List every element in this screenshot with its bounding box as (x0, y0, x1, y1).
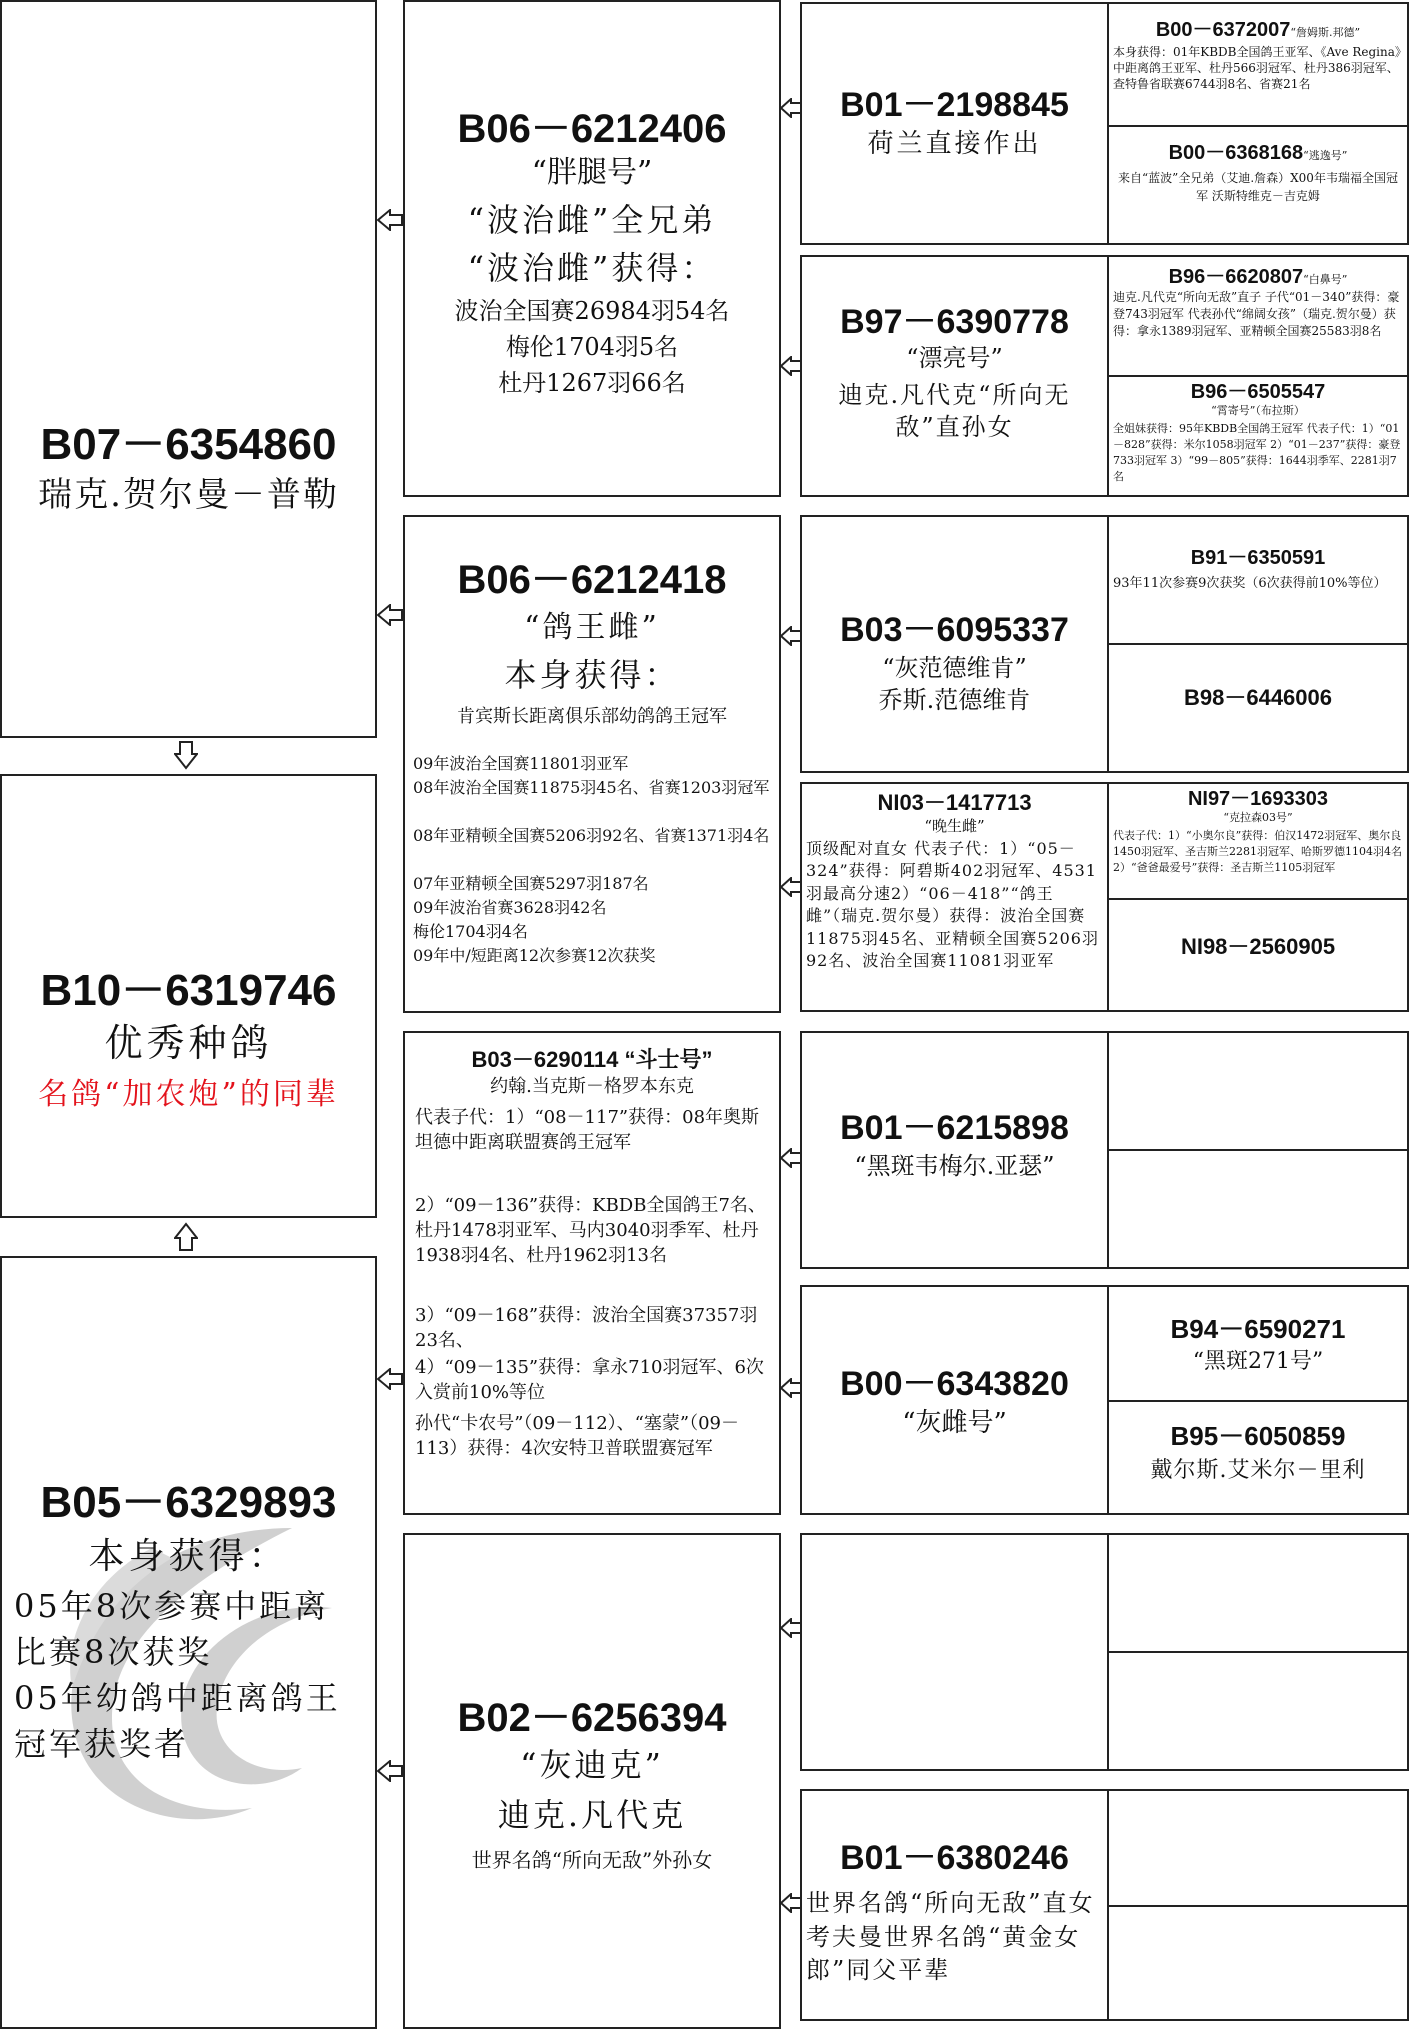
ddd-code: B01－6380246 (840, 1839, 1069, 1877)
left-arrow-icon (779, 877, 803, 897)
ss-line: “胖腿号” (531, 155, 653, 190)
left-arrow-icon (376, 604, 404, 626)
g4-c2-code: B98－6446006 (1183, 685, 1332, 710)
g4-a1-code: B00－6372007 (1155, 19, 1291, 41)
dss-name: “黑斑韦梅尔.亚瑟” (854, 1152, 1055, 1180)
g4-b1-box (1107, 255, 1409, 377)
left-arrow-icon (779, 1618, 803, 1638)
g4-d1-box (1107, 782, 1409, 900)
ssd-code: B97－6390778 (840, 303, 1069, 341)
dsd-box (800, 1285, 1109, 1515)
left-arrow-icon (779, 1148, 803, 1168)
g4-h2-box (1107, 1905, 1409, 2021)
g4-f2-breeder: 戴尔斯.艾米尔－里利 (1150, 1458, 1366, 1483)
g4-a2-box (1107, 125, 1409, 245)
g4-a1-name: “詹姆斯.邦德” (1290, 26, 1361, 39)
sire-box (0, 0, 377, 738)
down-arrow-icon (174, 740, 198, 770)
sss-code: B01－2198845 (840, 86, 1069, 124)
sd-box (403, 515, 781, 1013)
left-arrow-icon (779, 356, 803, 376)
up-arrow-icon (174, 1222, 198, 1252)
sd-line: 本身获得： (504, 656, 680, 694)
main-name: 优秀种鸽 (104, 1021, 273, 1065)
g4-f1-code: B94－6590271 (1170, 1314, 1346, 1344)
dsd-name: “灰雌号” (902, 1408, 1007, 1438)
g4-c1-code: B91－6350591 (1190, 547, 1326, 569)
left-arrow-icon (376, 1368, 404, 1390)
g4-a2-name: “逃逸号” (1303, 149, 1348, 162)
g4-d1-name: “克拉森03号” (1223, 811, 1293, 824)
dam-achieve-line: 05年幼鸽中距离鸽王 (14, 1679, 341, 1717)
sdd-box (800, 782, 1109, 1012)
g4-g2-box (1107, 1651, 1409, 1771)
sd-code: B06－6212418 (457, 558, 727, 602)
sd-result: 08年波治全国赛11875羽45名、省赛1203羽冠军 (413, 778, 770, 797)
dd-code: B02－6256394 (457, 1696, 727, 1740)
g4-f2-box (1107, 1400, 1409, 1515)
g4-c1-text: 93年11次参赛9次获奖（6次获得前10%等位） (1113, 576, 1387, 591)
g4-b1-header (1109, 265, 1407, 289)
g4-a2-header (1109, 141, 1407, 165)
g4-b1-text: 迪克.凡代克“所向无敌”直子 子代“01－340”获得：豪登743羽冠军 代表孙代“绵阔女孩”（瑞克.贺尔曼）获得：拿永1389羽冠军、亚精顿全国赛25583羽8名 (1113, 290, 1400, 338)
dam-achieve-title: 本身获得： (88, 1536, 289, 1577)
sds-name: “灰范德维肯” (882, 654, 1027, 682)
g4-e2-box (1107, 1149, 1409, 1269)
g4-e1-box (1107, 1031, 1409, 1151)
sdd-name: “晚生雌” (924, 817, 985, 835)
ds-box (403, 1031, 781, 1515)
main-note: 名鸽“加农炮”的同辈 (38, 1077, 339, 1112)
ds-text: 4）“09－135”获得：拿永710羽冠军、6次入赏前10%等位 (415, 1357, 764, 1404)
dd-note: 世界名鸽“所向无敌”外孙女 (471, 1848, 713, 1872)
ds-text: 代表子代：1）“08－117”获得：08年奥斯坦德中距离联盟赛鸽王冠军 (415, 1107, 760, 1154)
ss-code: B06－6212406 (457, 107, 727, 151)
ss-result: 波治全国赛26984羽54名 (454, 297, 730, 325)
sds-code: B03－6095337 (840, 611, 1069, 649)
ds-text: 3）“09－168”获得：波治全国赛37357羽23名、 (415, 1305, 758, 1352)
ssd-name: “漂亮号” (906, 344, 1003, 372)
ddd-box (800, 1789, 1109, 2021)
g4-d1-code: NI97－1693303 (1187, 788, 1329, 810)
dds-box (800, 1533, 1109, 1771)
g4-b2-box (1107, 375, 1409, 497)
ss-line: “波治雌”获得： (467, 249, 717, 287)
sd-sub: 肯宾斯长距离俱乐部幼鸽鸽王冠军 (457, 706, 727, 727)
left-arrow-icon (779, 626, 803, 646)
sd-result: 09年波治全国赛11801羽亚军 (413, 754, 629, 773)
dam-achieve-line: 比赛8次获奖 (14, 1633, 213, 1671)
dam-achieve-line: 冠军获奖者 (14, 1725, 190, 1763)
ds-text: 孙代“卡农号”（09－112）、“塞蒙”（09－113）获得：4次安特卫普联盟赛冠军 (415, 1413, 739, 1460)
g4-d2-box (1107, 898, 1409, 1012)
sd-result: 09年波治省赛3628羽42名 (413, 898, 607, 917)
g4-b1-name: “白鼻号” (1303, 273, 1348, 286)
sd-result: 08年亚精顿全国赛5206羽92名、省赛1371羽4名 (413, 826, 770, 845)
dam-achieve-line: 05年8次参赛中距离 (14, 1587, 330, 1625)
g4-f1-box (1107, 1285, 1409, 1402)
g4-b2-text: 全姐妹获得：95年KBDB全国鸽王冠军 代表子代：1）“01－828”获得：米尔1058羽冠军 2）“01－237”获得：豪登733羽冠军 3）“99－805”获得：1644羽季军、2281羽7名 (1113, 422, 1401, 483)
sire-breeder: 瑞克.贺尔曼－普勒 (38, 475, 339, 515)
dss-box (800, 1031, 1109, 1269)
sdd-text: 顶级配对直女 代表子代：1）“05－324”获得：阿碧斯402羽冠军、4531羽最高分速2）“06－418”“鸽王雌”（瑞克.贺尔曼）获得：波治全国赛11875羽45名、亚精顿全国赛5206羽92名、波治全国赛11081羽亚军 (806, 839, 1099, 970)
left-arrow-icon (779, 1378, 803, 1398)
ds-breeder: 约翰.当克斯－格罗本东克 (490, 1076, 694, 1097)
ss-box (403, 0, 781, 497)
g4-c2-box (1107, 643, 1409, 773)
dd-breeder: 迪克.凡代克 (497, 1796, 687, 1834)
ssd-note: 迪克.凡代克“所向无敌”直孙女 (838, 381, 1071, 442)
left-arrow-icon (779, 98, 803, 118)
left-arrow-icon (779, 1893, 803, 1913)
sd-result: 梅伦1704羽4名 (413, 922, 528, 941)
sss-box (800, 2, 1109, 245)
sdd-code: NI03－1417713 (877, 790, 1032, 815)
sds-box (800, 515, 1109, 773)
ss-result: 梅伦1704羽5名 (505, 333, 679, 361)
ss-line: “波治雌”全兄弟 (467, 201, 717, 239)
ddd-text: 世界名鸽“所向无敌”直女 考夫曼世界名鸽“黄金女郎”同父平辈 (806, 1889, 1095, 1985)
ds-text: 2）“09－136”获得：KBDB全国鸽王7名、杜丹1478羽亚军、马内3040羽季军、杜丹1938羽4名、杜丹1962羽13名 (415, 1195, 766, 1267)
g4-d1-text: 代表子代：1）“小奥尔良”获得：伯汉1472羽冠军、奥尔良1450羽冠军、圣吉斯兰2281羽冠军、哈斯罗德1104羽4名 2）“爸爸最爱号”获得：圣吉斯兰1105羽冠军 (1113, 829, 1402, 874)
main-box (0, 774, 377, 1218)
dss-code: B01－6215898 (840, 1109, 1069, 1147)
g4-h1-box (1107, 1789, 1409, 1907)
g4-c1-box (1107, 515, 1409, 645)
g4-f2-code: B95－6050859 (1170, 1421, 1346, 1451)
sire-code: B07－6354860 (40, 420, 337, 469)
g4-b2-name: “霄寄号”（布拉斯） (1211, 404, 1305, 417)
g4-a1-header (1109, 18, 1407, 42)
dam-box (0, 1256, 377, 2029)
dsd-code: B00－6343820 (840, 1365, 1069, 1403)
sd-result: 09年中/短距离12次参赛12次获奖 (413, 946, 656, 965)
dd-name: “灰迪克” (520, 1746, 664, 1784)
ss-result: 杜丹1267羽66名 (498, 369, 686, 397)
g4-a2-text: 来自“蓝波”全兄弟（艾迪.詹森）X00年韦瑞福全国冠军 沃斯特维克－吉克姆 (1118, 171, 1398, 203)
sd-line: “鸽王雌” (524, 610, 660, 645)
ds-code: B03－6290114 “斗士号” (471, 1047, 713, 1072)
g4-g1-box (1107, 1533, 1409, 1653)
g4-a2-code: B00－6368168 (1168, 142, 1304, 164)
g4-f1-name: “黑斑271号” (1192, 1349, 1324, 1374)
g4-d2-code: NI98－2560905 (1180, 934, 1336, 959)
dd-box (403, 1533, 781, 2029)
main-code: B10－6319746 (40, 966, 337, 1015)
sss-note: 荷兰直接作出 (867, 129, 1042, 159)
g4-a1-text: 本身获得：01年KBDB全国鸽王亚军、《Ave Regina》中距离鸽王亚军、杜丹566羽冠军、杜丹386羽冠军、查特鲁省联赛6744羽8名、省赛21名 (1113, 45, 1401, 92)
left-arrow-icon (376, 1760, 404, 1782)
g4-a1-box (1107, 2, 1409, 127)
sd-result: 07年亚精顿全国赛5297羽187名 (413, 874, 649, 893)
sds-breeder: 乔斯.范德维肯 (878, 686, 1031, 714)
left-arrow-icon (376, 209, 404, 231)
g4-b1-code: B96－6620807 (1168, 266, 1304, 288)
g4-b2-code: B96－6505547 (1190, 381, 1326, 403)
dam-code: B05－6329893 (40, 1478, 337, 1527)
ssd-box (800, 255, 1109, 497)
